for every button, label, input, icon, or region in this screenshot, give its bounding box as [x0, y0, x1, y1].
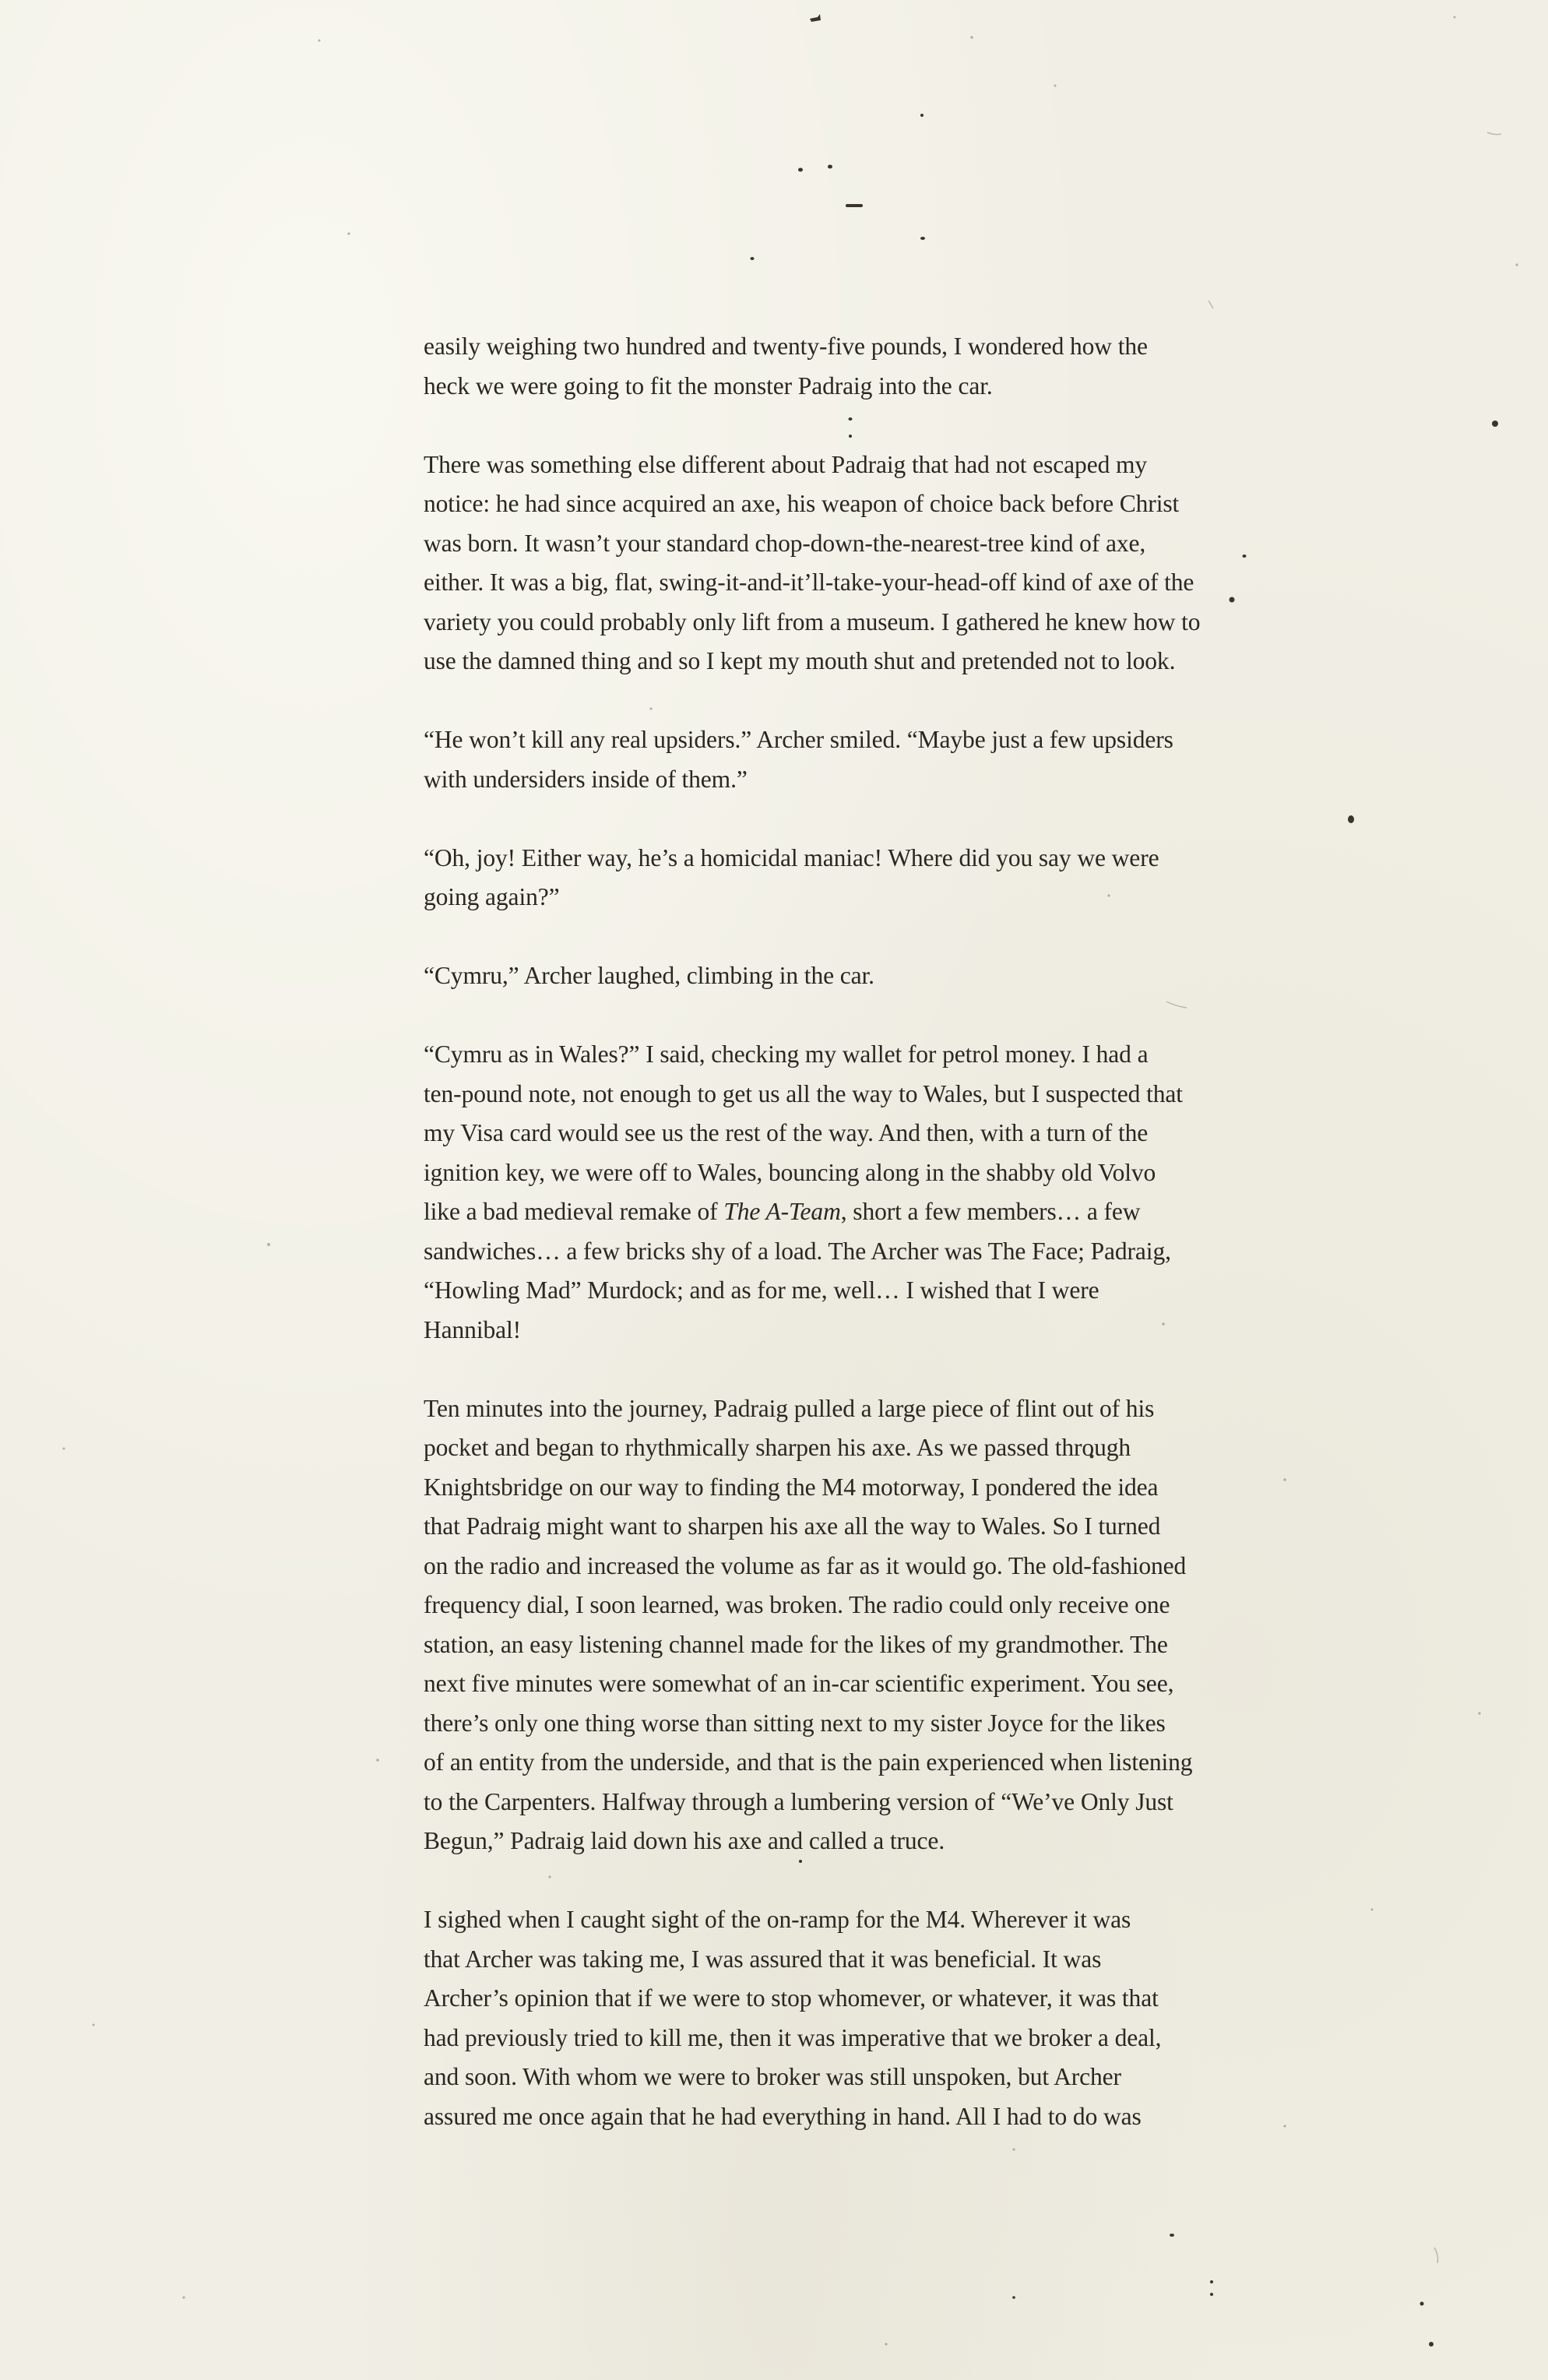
paragraph [424, 956, 1265, 996]
text-line: to the Carpenters. Halfway through a lumbering version of “We’ve Only Just [424, 1787, 1173, 1815]
text-line: my Visa card would see us the rest of the way. And then, with a turn of the [424, 1119, 1149, 1146]
text-line: of an entity from the underside, and that is the pain experienced when listening [424, 1748, 1193, 1776]
text-line: “Howling Mad” Murdock; and as for me, well… I wished that I were [424, 1276, 1099, 1304]
text-line: that Padraig might want to sharpen his axe all the way to Wales. So I turned [424, 1512, 1161, 1540]
text-line: Knightsbridge on our way to finding the M4 motorway, I pondered the idea [424, 1473, 1159, 1501]
text-line: frequency dial, I soon learned, was broken. The radio could only receive one [424, 1591, 1170, 1618]
text-line: notice: he had since acquired an axe, his weapon of choice back before Christ [424, 490, 1180, 517]
paragraph [424, 720, 1265, 799]
text-line: on the radio and increased the volume as far as it would go. The old-fashioned [424, 1551, 1187, 1579]
text-line: next five minutes were somewhat of an in-car scientific experiment. You see, [424, 1670, 1174, 1697]
text-line: Ten minutes into the journey, Padraig pulled a large piece of flint out of his [424, 1394, 1155, 1422]
text-line: heck we were going to fit the monster Padraig into the car. [424, 371, 993, 400]
text-line: “Cymru as in Wales?” I said, checking my wallet for petrol money. I had a [424, 1040, 1149, 1068]
text-line: easily weighing two hundred and twenty-five pounds, I wondered how the [424, 333, 1148, 360]
text-line: use the damned thing and so I kept my mouth shut and pretended not to look. [424, 647, 1176, 674]
paragraph [424, 1900, 1265, 2136]
text-line: assured me once again that he had everything in hand. All I had to do was [424, 2102, 1142, 2130]
text-line: pocket and began to rhythmically sharpen his axe. As we passed through [424, 1434, 1131, 1461]
text-line: Begun,” Padraig laid down his axe and called a truce. [424, 1827, 945, 1854]
text-segment: like a bad medieval remake of [424, 1198, 724, 1225]
text-segment: , short a few members… a few [840, 1198, 1141, 1225]
paragraph [424, 327, 1265, 406]
text-line: with undersiders inside of them.” [424, 765, 748, 793]
paragraph [424, 1389, 1265, 1861]
text-line: There was something else different about Padraig that had not escaped my [424, 450, 1148, 478]
text-line: had previously tried to kill me, then it was imperative that we broker a deal, [424, 2023, 1162, 2051]
text-line: “Cymru,” Archer laughed, climbing in the car. [424, 962, 874, 989]
paragraph [424, 445, 1265, 681]
paragraph [424, 839, 1265, 917]
text-line: ignition key, we were off to Wales, bouncing along in the shabby old Volvo [424, 1158, 1156, 1186]
text-line: sandwiches… a few bricks shy of a load. The Archer was The Face; Padraig, [424, 1237, 1171, 1265]
text-line: and soon. With whom we were to broker was still unspoken, but Archer [424, 2063, 1121, 2090]
text-line: Hannibal! [424, 1315, 522, 1343]
text-line: ten-pound note, not enough to get us all the way to Wales, but I suspected that [424, 1079, 1183, 1107]
tv-show-title: The A-Team [723, 1198, 841, 1225]
text-line: was born. It wasn’t your standard chop-down-the-nearest-tree kind of axe, [424, 529, 1146, 557]
paragraph [424, 1035, 1265, 1350]
text-line: either. It was a big, flat, swing-it-and-it’ll-take-your-head-off kind of axe of the [424, 569, 1194, 596]
text-line: “He won’t kill any real upsiders.” Archer smiled. “Maybe just a few upsiders [424, 726, 1173, 753]
text-line: that Archer was taking me, I was assured that it was beneficial. It was [424, 1945, 1102, 1973]
text-line: Archer’s opinion that if we were to stop whomever, or whatever, it was that [424, 1984, 1159, 2012]
text-line: going again?” [424, 883, 560, 910]
text-line-with-title [424, 1192, 1265, 1232]
text-line: “Oh, joy! Either way, he’s a homicidal maniac! Where did you say we were [424, 843, 1159, 871]
text-line: station, an easy listening channel made for the likes of my grandmother. The [424, 1630, 1168, 1658]
text-line: variety you could probably only lift from a museum. I gathered he knew how to [424, 607, 1201, 635]
text-line: there’s only one thing worse than sitting next to my sister Joyce for the likes [424, 1709, 1166, 1737]
text-line: I sighed when I caught sight of the on-ramp for the M4. Wherever it was [424, 1906, 1131, 1933]
body-text [424, 327, 1265, 2136]
